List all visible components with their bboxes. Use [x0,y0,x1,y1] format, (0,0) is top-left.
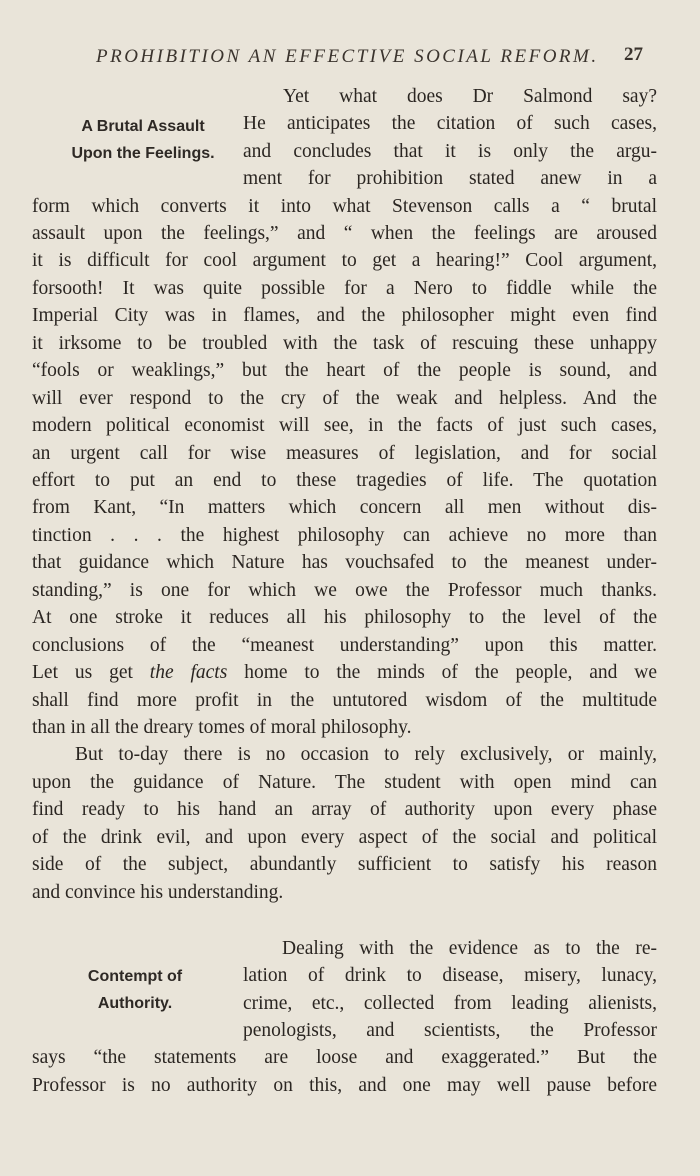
text-line: form which converts it into what Stevenson calls a “ brutal [32,196,657,217]
text-line: it irksome to be troubled with the task of rescuing these unhappy [32,333,657,354]
text-line: tinction . . . the highest philosophy can achieve no more than [32,525,657,546]
text-line: “fools or weaklings,” but the heart of the people is sound, and [32,360,657,381]
italic-phrase: the facts [149,662,228,683]
text-line: says “the statements are loose and exaggerated.” But the [32,1047,657,1068]
side-note-line: Upon the Feelings. [71,145,215,162]
text-line: He anticipates the citation of such cases, [243,113,657,134]
page-number: 27 [624,44,643,65]
text-line: Imperial City was in flames, and the philosopher might even find [32,305,657,326]
text-line: standing,” is one for which we owe the Professor much thanks. [32,580,657,601]
text-line: But to-day there is no occasion to rely exclusively, or mainly, [75,744,657,765]
text-line: find ready to his hand an array of authority upon every phase [32,799,657,820]
text-line: will ever respond to the cry of the weak and helpless. And the [32,388,657,409]
text-line: than in all the dreary tomes of moral philosophy. [32,717,412,738]
text-line: penologists, and scientists, the Professor [243,1020,657,1041]
text-line: upon the guidance of Nature. The student with open mind can [32,772,657,793]
text-line: side of the subject, abundantly sufficient to satisfy his reason [32,854,657,875]
text-line: Dealing with the evidence as to the re- [282,938,657,959]
text-line: conclusions of the “meanest understanding” upon this matter. [32,635,657,656]
text-line: At one stroke it reduces all his philosophy to the level of the [32,607,657,628]
text-line: effort to put an end to these tragedies of life. The quotation [32,470,657,491]
text-line: from Kant, “In matters which concern all men without dis- [32,497,657,518]
text-line: forsooth! It was quite possible for a Nero to fiddle while the [32,278,657,299]
text-line: lation of drink to disease, misery, lunacy, [243,965,657,986]
text-line: Yet what does Dr Salmond say? [283,86,657,107]
text-line: that guidance which Nature has vouchsafed to the meanest under- [32,552,657,573]
text-line: assault upon the feelings,” and “ when the feelings are aroused [32,223,657,244]
side-note-brutal-assault [48,113,238,167]
text-run: Let us get [32,662,150,683]
text-line: ment for prohibition stated anew in a [243,168,657,189]
text-line: crime, etc., collected from leading alienists, [243,993,657,1014]
text-line: of the drink evil, and upon every aspect of the social and political [32,827,657,848]
text-line: and concludes that it is only the argu- [243,141,657,162]
running-title: PROHIBITION AN EFFECTIVE SOCIAL REFORM. [96,46,599,67]
text-line: and convince his understanding. [32,882,284,903]
text-run: home to the minds of the people, and we [244,662,657,683]
text-line: an urgent call for wise measures of legislation, and for social [32,443,657,464]
text-line [32,659,657,686]
text-line: shall find more profit in the untutored wisdom of the multitude [32,690,657,711]
side-note-line: Contempt of [87,968,183,985]
side-note-contempt-of-authority [60,963,210,1017]
text-line: it is difficult for cool argument to get a hearing!” Cool argument, [32,250,657,271]
side-note-line: Authority. [97,995,173,1012]
side-note-line: A Brutal Assault [81,118,205,135]
text-line: modern political economist will see, in the facts of just such cases, [32,415,657,436]
text-line: Professor is no authority on this, and one may well pause before [32,1075,657,1096]
